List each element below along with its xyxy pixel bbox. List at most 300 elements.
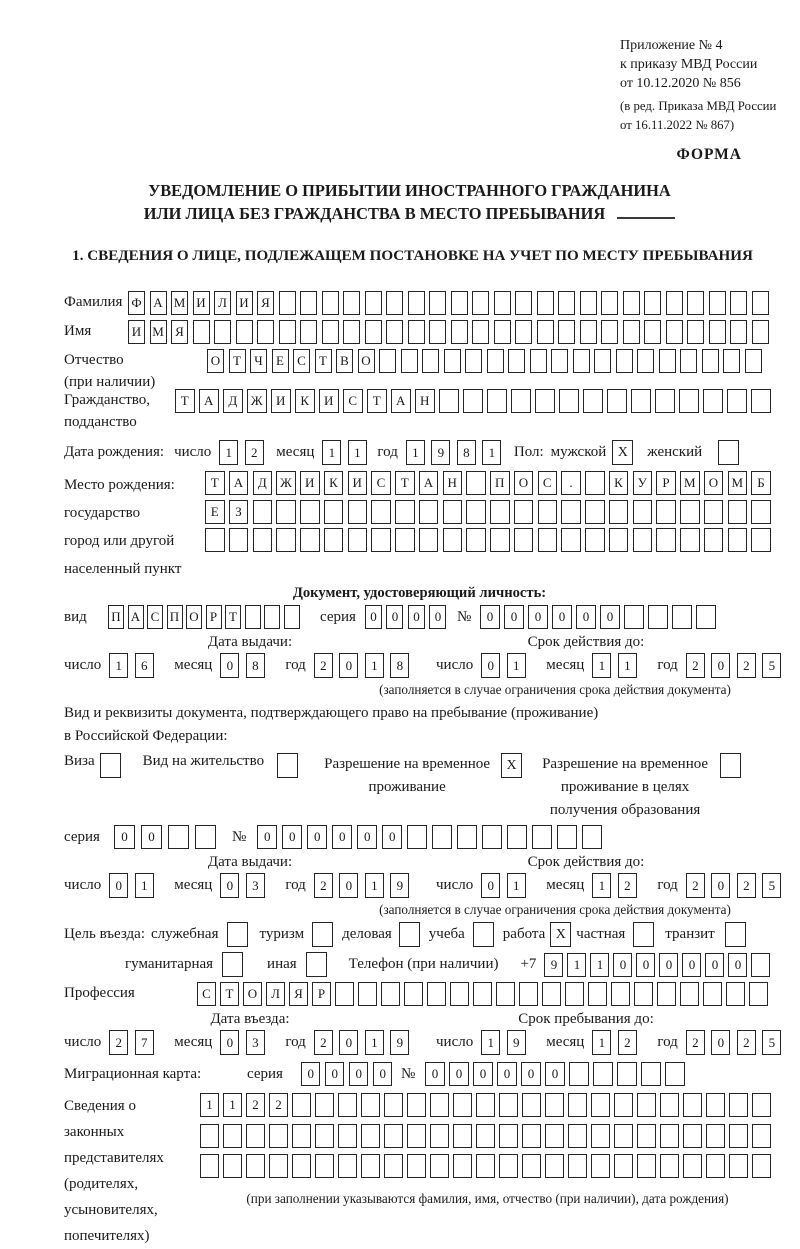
char-box[interactable] <box>568 1124 587 1148</box>
char-box[interactable]: С <box>147 605 163 629</box>
char-box[interactable] <box>379 349 396 373</box>
char-box[interactable]: 2 <box>314 1030 333 1055</box>
char-box[interactable]: 1 <box>322 440 341 465</box>
char-box[interactable]: М <box>728 471 748 495</box>
char-box[interactable] <box>490 500 510 524</box>
char-box[interactable] <box>545 1124 564 1148</box>
char-box[interactable]: Н <box>415 389 435 413</box>
char-box[interactable] <box>611 982 630 1006</box>
char-box[interactable]: 0 <box>339 1030 358 1055</box>
char-box[interactable] <box>656 528 676 552</box>
char-box[interactable] <box>616 349 633 373</box>
char-box[interactable]: 2 <box>269 1093 288 1117</box>
char-box[interactable] <box>499 1124 518 1148</box>
char-box[interactable] <box>631 389 651 413</box>
char-box[interactable] <box>408 320 425 344</box>
char-box[interactable]: 0 <box>220 653 239 678</box>
char-box[interactable]: 0 <box>301 1062 321 1086</box>
char-box[interactable]: 0 <box>220 873 239 898</box>
char-box[interactable] <box>558 291 575 315</box>
char-box[interactable] <box>200 1124 219 1148</box>
char-box[interactable]: 2 <box>737 653 756 678</box>
char-box[interactable] <box>614 1124 633 1148</box>
char-box[interactable]: 9 <box>390 873 409 898</box>
char-box[interactable]: 2 <box>686 1030 705 1055</box>
char-box[interactable] <box>623 320 640 344</box>
char-box[interactable]: 9 <box>390 1030 409 1055</box>
char-box[interactable] <box>561 500 581 524</box>
char-box[interactable]: 1 <box>590 953 609 977</box>
char-box[interactable] <box>752 1154 771 1178</box>
char-box[interactable]: К <box>295 389 315 413</box>
char-box[interactable]: 0 <box>711 653 730 678</box>
char-box[interactable] <box>703 389 723 413</box>
char-box[interactable] <box>538 500 558 524</box>
char-box[interactable]: 1 <box>592 1030 611 1055</box>
char-box[interactable]: Ж <box>276 471 296 495</box>
char-box[interactable] <box>538 528 558 552</box>
char-box[interactable] <box>284 605 300 629</box>
char-box[interactable] <box>472 291 489 315</box>
char-box[interactable] <box>537 291 554 315</box>
char-box[interactable]: 0 <box>220 1030 239 1055</box>
char-box[interactable] <box>384 1093 403 1117</box>
char-box[interactable]: С <box>538 471 558 495</box>
char-box[interactable] <box>246 1124 265 1148</box>
char-box[interactable]: 3 <box>246 1030 265 1055</box>
char-box[interactable] <box>365 291 382 315</box>
char-box[interactable]: А <box>229 471 249 495</box>
char-box[interactable] <box>633 500 653 524</box>
char-box[interactable]: О <box>514 471 534 495</box>
char-box[interactable] <box>728 500 748 524</box>
char-box[interactable] <box>637 1124 656 1148</box>
purpose-official-checkbox[interactable] <box>227 922 248 947</box>
char-box[interactable] <box>300 291 317 315</box>
char-box[interactable]: 7 <box>135 1030 154 1055</box>
char-box[interactable] <box>585 528 605 552</box>
purpose-work-checkbox[interactable]: X <box>550 922 571 947</box>
char-box[interactable] <box>751 953 770 977</box>
char-box[interactable]: 8 <box>390 653 409 678</box>
char-box[interactable]: 0 <box>600 605 620 629</box>
char-box[interactable] <box>200 1154 219 1178</box>
char-box[interactable]: Т <box>395 471 415 495</box>
char-box[interactable] <box>633 528 653 552</box>
char-box[interactable] <box>703 982 722 1006</box>
char-box[interactable] <box>730 320 747 344</box>
char-box[interactable]: 0 <box>349 1062 369 1086</box>
char-box[interactable]: Т <box>225 605 241 629</box>
char-box[interactable] <box>542 982 561 1006</box>
char-box[interactable] <box>532 825 552 849</box>
char-box[interactable] <box>401 349 418 373</box>
char-box[interactable] <box>569 1062 589 1086</box>
char-box[interactable]: 0 <box>449 1062 469 1086</box>
char-box[interactable] <box>679 389 699 413</box>
char-box[interactable] <box>236 320 253 344</box>
char-box[interactable]: И <box>271 389 291 413</box>
char-box[interactable] <box>648 605 668 629</box>
char-box[interactable] <box>451 320 468 344</box>
char-box[interactable] <box>607 389 627 413</box>
char-box[interactable] <box>637 1154 656 1178</box>
char-box[interactable]: 6 <box>135 653 154 678</box>
char-box[interactable]: 0 <box>357 825 377 849</box>
char-box[interactable] <box>752 291 769 315</box>
char-box[interactable] <box>499 1154 518 1178</box>
char-box[interactable] <box>551 349 568 373</box>
char-box[interactable] <box>644 320 661 344</box>
char-box[interactable]: 0 <box>613 953 632 977</box>
char-box[interactable]: 1 <box>135 873 154 898</box>
char-box[interactable]: 0 <box>711 1030 730 1055</box>
char-box[interactable]: 1 <box>348 440 367 465</box>
purpose-humanitarian-checkbox[interactable] <box>222 952 243 977</box>
char-box[interactable]: И <box>300 471 320 495</box>
char-box[interactable] <box>361 1154 380 1178</box>
char-box[interactable] <box>666 320 683 344</box>
char-box[interactable]: Я <box>257 291 274 315</box>
char-box[interactable] <box>429 320 446 344</box>
char-box[interactable] <box>706 1124 725 1148</box>
char-box[interactable]: 2 <box>109 1030 128 1055</box>
char-box[interactable]: Ч <box>250 349 267 373</box>
char-box[interactable] <box>680 500 700 524</box>
char-box[interactable]: В <box>336 349 353 373</box>
char-box[interactable]: И <box>348 471 368 495</box>
char-box[interactable] <box>511 389 531 413</box>
char-box[interactable] <box>395 500 415 524</box>
char-box[interactable] <box>348 528 368 552</box>
char-box[interactable] <box>279 320 296 344</box>
char-box[interactable] <box>637 349 654 373</box>
char-box[interactable] <box>568 1154 587 1178</box>
char-box[interactable]: О <box>186 605 202 629</box>
char-box[interactable]: Я <box>289 982 308 1006</box>
char-box[interactable] <box>381 982 400 1006</box>
char-box[interactable] <box>583 389 603 413</box>
char-box[interactable] <box>407 1154 426 1178</box>
char-box[interactable]: . <box>561 471 581 495</box>
char-box[interactable]: И <box>319 389 339 413</box>
char-box[interactable] <box>749 982 768 1006</box>
char-box[interactable] <box>709 320 726 344</box>
char-box[interactable]: 1 <box>109 653 128 678</box>
char-box[interactable]: У <box>633 471 653 495</box>
char-box[interactable] <box>601 291 618 315</box>
char-box[interactable] <box>728 528 748 552</box>
char-box[interactable] <box>706 1154 725 1178</box>
char-box[interactable]: 0 <box>728 953 747 977</box>
char-box[interactable]: 0 <box>473 1062 493 1086</box>
char-box[interactable] <box>641 1062 661 1086</box>
char-box[interactable] <box>371 500 391 524</box>
char-box[interactable]: С <box>293 349 310 373</box>
char-box[interactable]: Т <box>315 349 332 373</box>
char-box[interactable] <box>751 528 771 552</box>
char-box[interactable]: 1 <box>592 873 611 898</box>
char-box[interactable]: 2 <box>314 873 333 898</box>
char-box[interactable]: Ж <box>247 389 267 413</box>
char-box[interactable] <box>451 291 468 315</box>
char-box[interactable]: О <box>358 349 375 373</box>
char-box[interactable] <box>246 1154 265 1178</box>
char-box[interactable] <box>494 320 511 344</box>
char-box[interactable] <box>683 1093 702 1117</box>
char-box[interactable] <box>348 500 368 524</box>
char-box[interactable]: 1 <box>481 1030 500 1055</box>
char-box[interactable] <box>585 471 605 495</box>
char-box[interactable]: Л <box>214 291 231 315</box>
char-box[interactable] <box>168 825 189 849</box>
char-box[interactable]: Е <box>205 500 225 524</box>
char-box[interactable]: 0 <box>481 873 500 898</box>
char-box[interactable] <box>709 291 726 315</box>
char-box[interactable] <box>214 320 231 344</box>
char-box[interactable] <box>514 528 534 552</box>
char-box[interactable] <box>687 320 704 344</box>
char-box[interactable] <box>515 291 532 315</box>
char-box[interactable]: 1 <box>592 653 611 678</box>
char-box[interactable] <box>322 320 339 344</box>
char-box[interactable] <box>522 1124 541 1148</box>
char-box[interactable] <box>443 500 463 524</box>
char-box[interactable]: 1 <box>365 873 384 898</box>
char-box[interactable] <box>473 982 492 1006</box>
char-box[interactable]: Р <box>656 471 676 495</box>
char-box[interactable]: 1 <box>482 440 501 465</box>
char-box[interactable] <box>515 320 532 344</box>
char-box[interactable] <box>655 389 675 413</box>
char-box[interactable] <box>585 500 605 524</box>
char-box[interactable] <box>419 528 439 552</box>
char-box[interactable]: 2 <box>246 1093 265 1117</box>
char-box[interactable] <box>193 320 210 344</box>
char-box[interactable] <box>530 349 547 373</box>
char-box[interactable] <box>559 389 579 413</box>
char-box[interactable] <box>573 349 590 373</box>
char-box[interactable] <box>634 982 653 1006</box>
char-box[interactable] <box>279 291 296 315</box>
char-box[interactable] <box>499 1093 518 1117</box>
purpose-transit-checkbox[interactable] <box>725 922 746 947</box>
char-box[interactable]: 2 <box>314 653 333 678</box>
char-box[interactable] <box>223 1154 242 1178</box>
char-box[interactable] <box>324 528 344 552</box>
char-box[interactable]: 8 <box>246 653 265 678</box>
char-box[interactable] <box>476 1154 495 1178</box>
char-box[interactable]: 0 <box>497 1062 517 1086</box>
char-box[interactable] <box>264 605 280 629</box>
char-box[interactable] <box>384 1154 403 1178</box>
char-box[interactable] <box>666 291 683 315</box>
char-box[interactable] <box>429 291 446 315</box>
char-box[interactable] <box>727 389 747 413</box>
char-box[interactable] <box>432 825 452 849</box>
char-box[interactable] <box>752 320 769 344</box>
char-box[interactable] <box>623 291 640 315</box>
char-box[interactable] <box>386 291 403 315</box>
char-box[interactable] <box>361 1124 380 1148</box>
char-box[interactable]: П <box>108 605 124 629</box>
char-box[interactable]: Т <box>175 389 195 413</box>
char-box[interactable] <box>514 500 534 524</box>
char-box[interactable] <box>601 320 618 344</box>
char-box[interactable] <box>594 349 611 373</box>
char-box[interactable]: 0 <box>325 1062 345 1086</box>
char-box[interactable] <box>269 1154 288 1178</box>
char-box[interactable] <box>300 500 320 524</box>
char-box[interactable] <box>407 825 427 849</box>
char-box[interactable] <box>384 1124 403 1148</box>
char-box[interactable] <box>752 1093 771 1117</box>
char-box[interactable] <box>614 1093 633 1117</box>
char-box[interactable] <box>680 982 699 1006</box>
visa-checkbox[interactable] <box>100 753 121 778</box>
char-box[interactable]: 8 <box>457 440 476 465</box>
char-box[interactable]: А <box>199 389 219 413</box>
char-box[interactable] <box>300 528 320 552</box>
char-box[interactable] <box>195 825 216 849</box>
char-box[interactable]: 1 <box>618 653 637 678</box>
char-box[interactable]: 1 <box>507 873 526 898</box>
char-box[interactable] <box>427 982 446 1006</box>
char-box[interactable]: С <box>371 471 391 495</box>
char-box[interactable] <box>537 320 554 344</box>
char-box[interactable] <box>476 1124 495 1148</box>
char-box[interactable]: 0 <box>386 605 403 629</box>
char-box[interactable] <box>617 1062 637 1086</box>
char-box[interactable] <box>487 389 507 413</box>
char-box[interactable]: 1 <box>223 1093 242 1117</box>
char-box[interactable] <box>315 1093 334 1117</box>
purpose-study-checkbox[interactable] <box>473 922 494 947</box>
char-box[interactable]: 0 <box>365 605 382 629</box>
char-box[interactable] <box>358 982 377 1006</box>
char-box[interactable] <box>729 1093 748 1117</box>
char-box[interactable] <box>593 1062 613 1086</box>
char-box[interactable] <box>324 500 344 524</box>
char-box[interactable]: 0 <box>373 1062 393 1086</box>
char-box[interactable] <box>269 1124 288 1148</box>
char-box[interactable] <box>343 320 360 344</box>
char-box[interactable]: 0 <box>307 825 327 849</box>
char-box[interactable] <box>609 500 629 524</box>
char-box[interactable] <box>588 982 607 1006</box>
char-box[interactable] <box>557 825 577 849</box>
char-box[interactable]: 1 <box>365 1030 384 1055</box>
char-box[interactable] <box>545 1154 564 1178</box>
char-box[interactable] <box>245 605 261 629</box>
char-box[interactable] <box>745 349 762 373</box>
char-box[interactable]: Т <box>220 982 239 1006</box>
char-box[interactable]: 0 <box>659 953 678 977</box>
char-box[interactable]: 0 <box>282 825 302 849</box>
char-box[interactable]: 0 <box>429 605 446 629</box>
char-box[interactable] <box>444 349 461 373</box>
char-box[interactable] <box>408 291 425 315</box>
char-box[interactable]: О <box>207 349 224 373</box>
char-box[interactable]: 2 <box>245 440 264 465</box>
char-box[interactable]: И <box>128 320 145 344</box>
char-box[interactable] <box>558 320 575 344</box>
char-box[interactable]: 0 <box>339 873 358 898</box>
char-box[interactable]: 9 <box>431 440 450 465</box>
char-box[interactable] <box>476 1093 495 1117</box>
char-box[interactable] <box>561 528 581 552</box>
char-box[interactable] <box>450 982 469 1006</box>
char-box[interactable]: 0 <box>528 605 548 629</box>
char-box[interactable] <box>726 982 745 1006</box>
char-box[interactable]: 0 <box>114 825 135 849</box>
char-box[interactable] <box>582 825 602 849</box>
char-box[interactable] <box>508 349 525 373</box>
char-box[interactable] <box>657 982 676 1006</box>
char-box[interactable]: Д <box>253 471 273 495</box>
char-box[interactable] <box>729 1154 748 1178</box>
char-box[interactable] <box>465 349 482 373</box>
char-box[interactable] <box>257 320 274 344</box>
char-box[interactable]: Т <box>367 389 387 413</box>
char-box[interactable]: 2 <box>686 653 705 678</box>
char-box[interactable]: 0 <box>705 953 724 977</box>
char-box[interactable]: 0 <box>480 605 500 629</box>
char-box[interactable]: С <box>197 982 216 1006</box>
char-box[interactable]: 0 <box>552 605 572 629</box>
char-box[interactable] <box>292 1124 311 1148</box>
char-box[interactable] <box>253 528 273 552</box>
char-box[interactable] <box>706 1093 725 1117</box>
char-box[interactable] <box>683 1154 702 1178</box>
char-box[interactable]: 0 <box>481 653 500 678</box>
char-box[interactable]: 0 <box>257 825 277 849</box>
char-box[interactable]: С <box>343 389 363 413</box>
char-box[interactable] <box>430 1154 449 1178</box>
char-box[interactable]: 0 <box>504 605 524 629</box>
char-box[interactable] <box>591 1154 610 1178</box>
char-box[interactable] <box>453 1093 472 1117</box>
char-box[interactable]: К <box>324 471 344 495</box>
char-box[interactable] <box>343 291 360 315</box>
char-box[interactable] <box>660 1093 679 1117</box>
char-box[interactable] <box>580 291 597 315</box>
char-box[interactable] <box>751 500 771 524</box>
char-box[interactable] <box>386 320 403 344</box>
char-box[interactable] <box>723 349 740 373</box>
char-box[interactable]: Ф <box>128 291 145 315</box>
char-box[interactable] <box>624 605 644 629</box>
char-box[interactable]: К <box>609 471 629 495</box>
purpose-private-checkbox[interactable] <box>633 922 654 947</box>
char-box[interactable] <box>407 1124 426 1148</box>
char-box[interactable] <box>371 528 391 552</box>
char-box[interactable] <box>522 1093 541 1117</box>
char-box[interactable] <box>614 1154 633 1178</box>
char-box[interactable] <box>338 1154 357 1178</box>
char-box[interactable] <box>702 349 719 373</box>
char-box[interactable]: О <box>704 471 724 495</box>
char-box[interactable]: Л <box>266 982 285 1006</box>
char-box[interactable]: М <box>150 320 167 344</box>
char-box[interactable] <box>276 500 296 524</box>
char-box[interactable] <box>292 1093 311 1117</box>
char-box[interactable] <box>335 982 354 1006</box>
char-box[interactable] <box>591 1124 610 1148</box>
char-box[interactable] <box>687 291 704 315</box>
char-box[interactable] <box>472 320 489 344</box>
char-box[interactable]: М <box>680 471 700 495</box>
